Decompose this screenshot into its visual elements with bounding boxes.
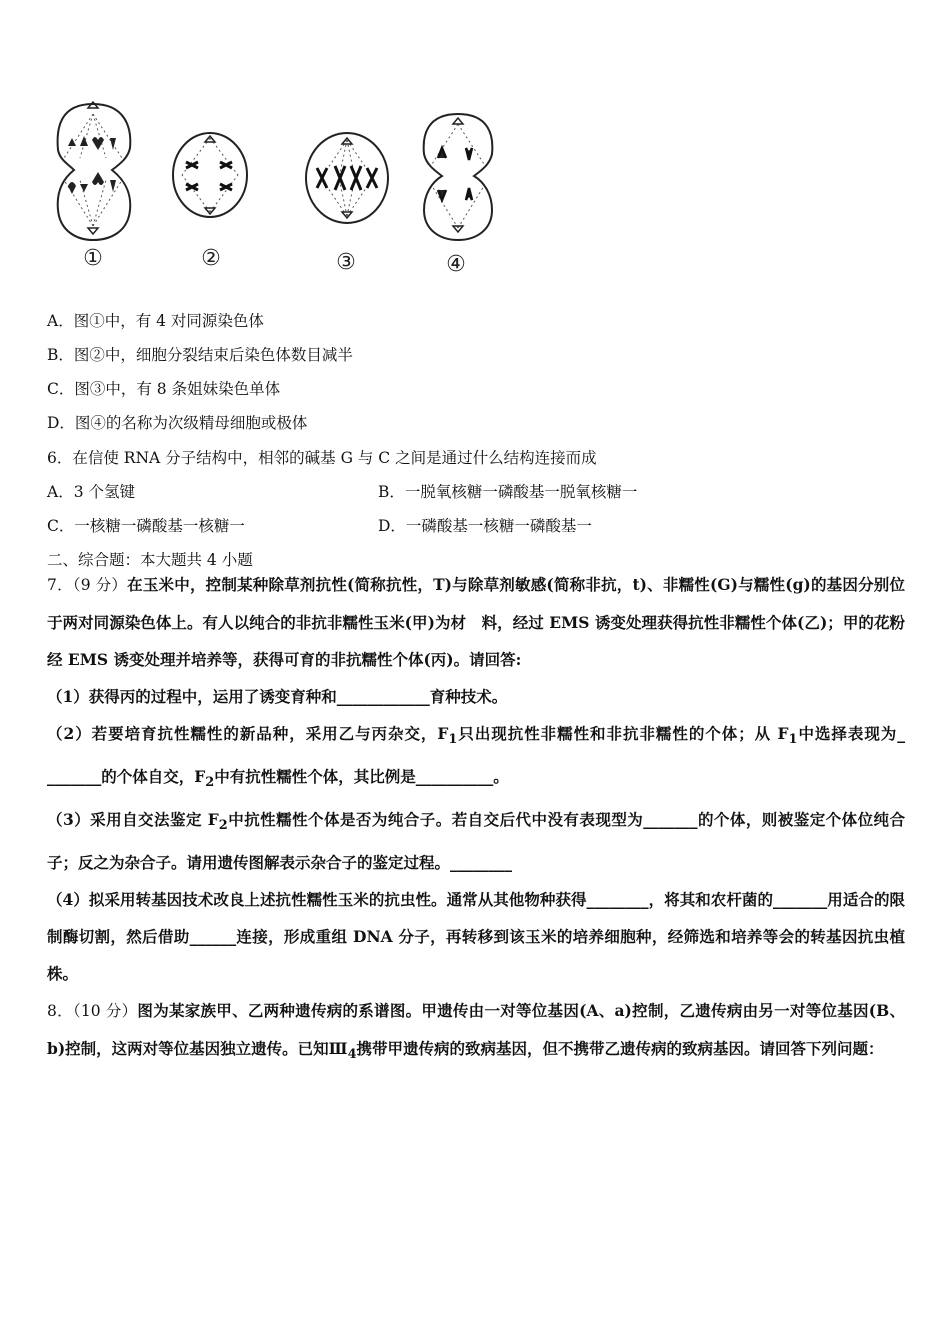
- q7-sub2-part-a: （2）若要培育抗性糯性的新品种，采用乙与丙杂交，F: [47, 724, 449, 743]
- subscript: 4: [347, 1047, 357, 1063]
- subscript: 1: [448, 732, 458, 748]
- q6-option-row-1: [47, 482, 135, 502]
- q7-sub2-part-c: 中选择表现为_ _______的个体自交，F: [47, 724, 905, 787]
- q7-sub3-part-b: 中抗性糯性个体是否为纯合子。若自交后代中没有表现型为_______的个体，则被鉴定个体位纯合子；反之为杂合子。请用遗传图解表示杂合子的鉴定过程。________: [47, 810, 905, 873]
- cell-diagram-2: [170, 128, 250, 223]
- q7-block: [47, 566, 905, 1073]
- q6-option-d: D．一磷酸基一核糖一磷酸基一: [378, 517, 592, 535]
- cell-diagram-3: [303, 128, 391, 228]
- q7-sub-question-2: [47, 715, 905, 801]
- q5-option-c: C．图③中，有 8 条姐妹染色单体: [47, 380, 281, 398]
- figure-label-1: ①: [83, 246, 103, 271]
- subscript: 2: [218, 818, 228, 834]
- q7-stem: 在玉米中，控制某种除草剂抗性(简称抗性，T)与除草剂敏感(简称非抗，t)、非糯性(G)与糯性(g)的基因分别位于两对同源染色体上。有人以纯合的非抗非糯性玉米(甲)为材 料，经过 EMS 诱变处理获得抗性非糯性个体(乙)；甲的花粉经 EMS 诱变处理并培养等，获得可育的非抗糯性个体(丙)。请回答:: [47, 575, 905, 669]
- q5-option-a: A．图①中，有 4 对同源染色体: [47, 312, 264, 330]
- q6-stem: 6．在信使 RNA 分子结构中，相邻的碱基 G 与 C 之间是通过什么结构连接而成: [47, 449, 597, 467]
- subscript: 2: [205, 775, 215, 791]
- cell-division-figures: [48, 98, 518, 288]
- cell-diagram-4: [416, 110, 500, 245]
- q8-stem-paragraph: [47, 992, 905, 1073]
- q7-sub3-part-a: （3）采用自交法鉴定 F: [47, 810, 219, 830]
- q5-option-d: D．图④的名称为次级精母细胞或极体: [47, 414, 308, 432]
- q6-option-c: C．一核糖一磷酸基一核糖一: [47, 517, 245, 535]
- q6-option-a: A．3 个氢键: [47, 483, 135, 501]
- q6-option-b: B．一脱氧核糖一磷酸基一脱氧核糖一: [378, 483, 638, 501]
- figure-label-3: ③: [336, 250, 356, 275]
- subscript: 1: [788, 732, 798, 748]
- q7-sub-question-4: （4）拟采用转基因技术改良上述抗性糯性玉米的抗虫性。通常从其他物种获得________，将其和农杆菌的_______用适合的限制酶切割，然后借助______连接，形成重组 DNA 分子，再转移到该玉米的培养细胞种，经筛选和培养等会的转基因抗虫植株。: [47, 890, 905, 984]
- q5-option-b: B．图②中，细胞分裂结束后染色体数目减半: [47, 346, 353, 364]
- figure-label-2: ②: [201, 246, 221, 271]
- q8-stem-part-b: 携带甲遗传病的致病基因，但不携带乙遗传病的致病基因。请回答下列问题：: [356, 1039, 884, 1059]
- cell-diagram-1: [50, 98, 136, 248]
- q7-sub-question-1: （1）获得丙的过程中，运用了诱变育种和____________育种技术。: [47, 687, 508, 706]
- q7-sub-question-3: [47, 801, 905, 881]
- q7-sub2-part-d: 中有抗性糯性个体，其比例是__________。: [214, 767, 509, 787]
- figure-label-4: ④: [446, 252, 466, 277]
- section-heading: 二、综合题：本大题共 4 小题: [47, 551, 253, 569]
- q8-stem-part-a: 图为某家族甲、乙两种遗传病的系谱图。甲遗传由一对等位基因(A、a)控制，乙遗传病由另一对等位基因(B、b)控制，这两对等位基因独立遗传。已知Ⅲ: [47, 1001, 905, 1059]
- q7-sub2-part-b: 只出现抗性非糯性和非抗非糯性的个体；从 F: [457, 724, 789, 743]
- q8-number: 8．（10 分）: [47, 1002, 138, 1021]
- q7-stem-paragraph: [47, 566, 905, 678]
- q7-number: 7．（9 分）: [47, 576, 128, 594]
